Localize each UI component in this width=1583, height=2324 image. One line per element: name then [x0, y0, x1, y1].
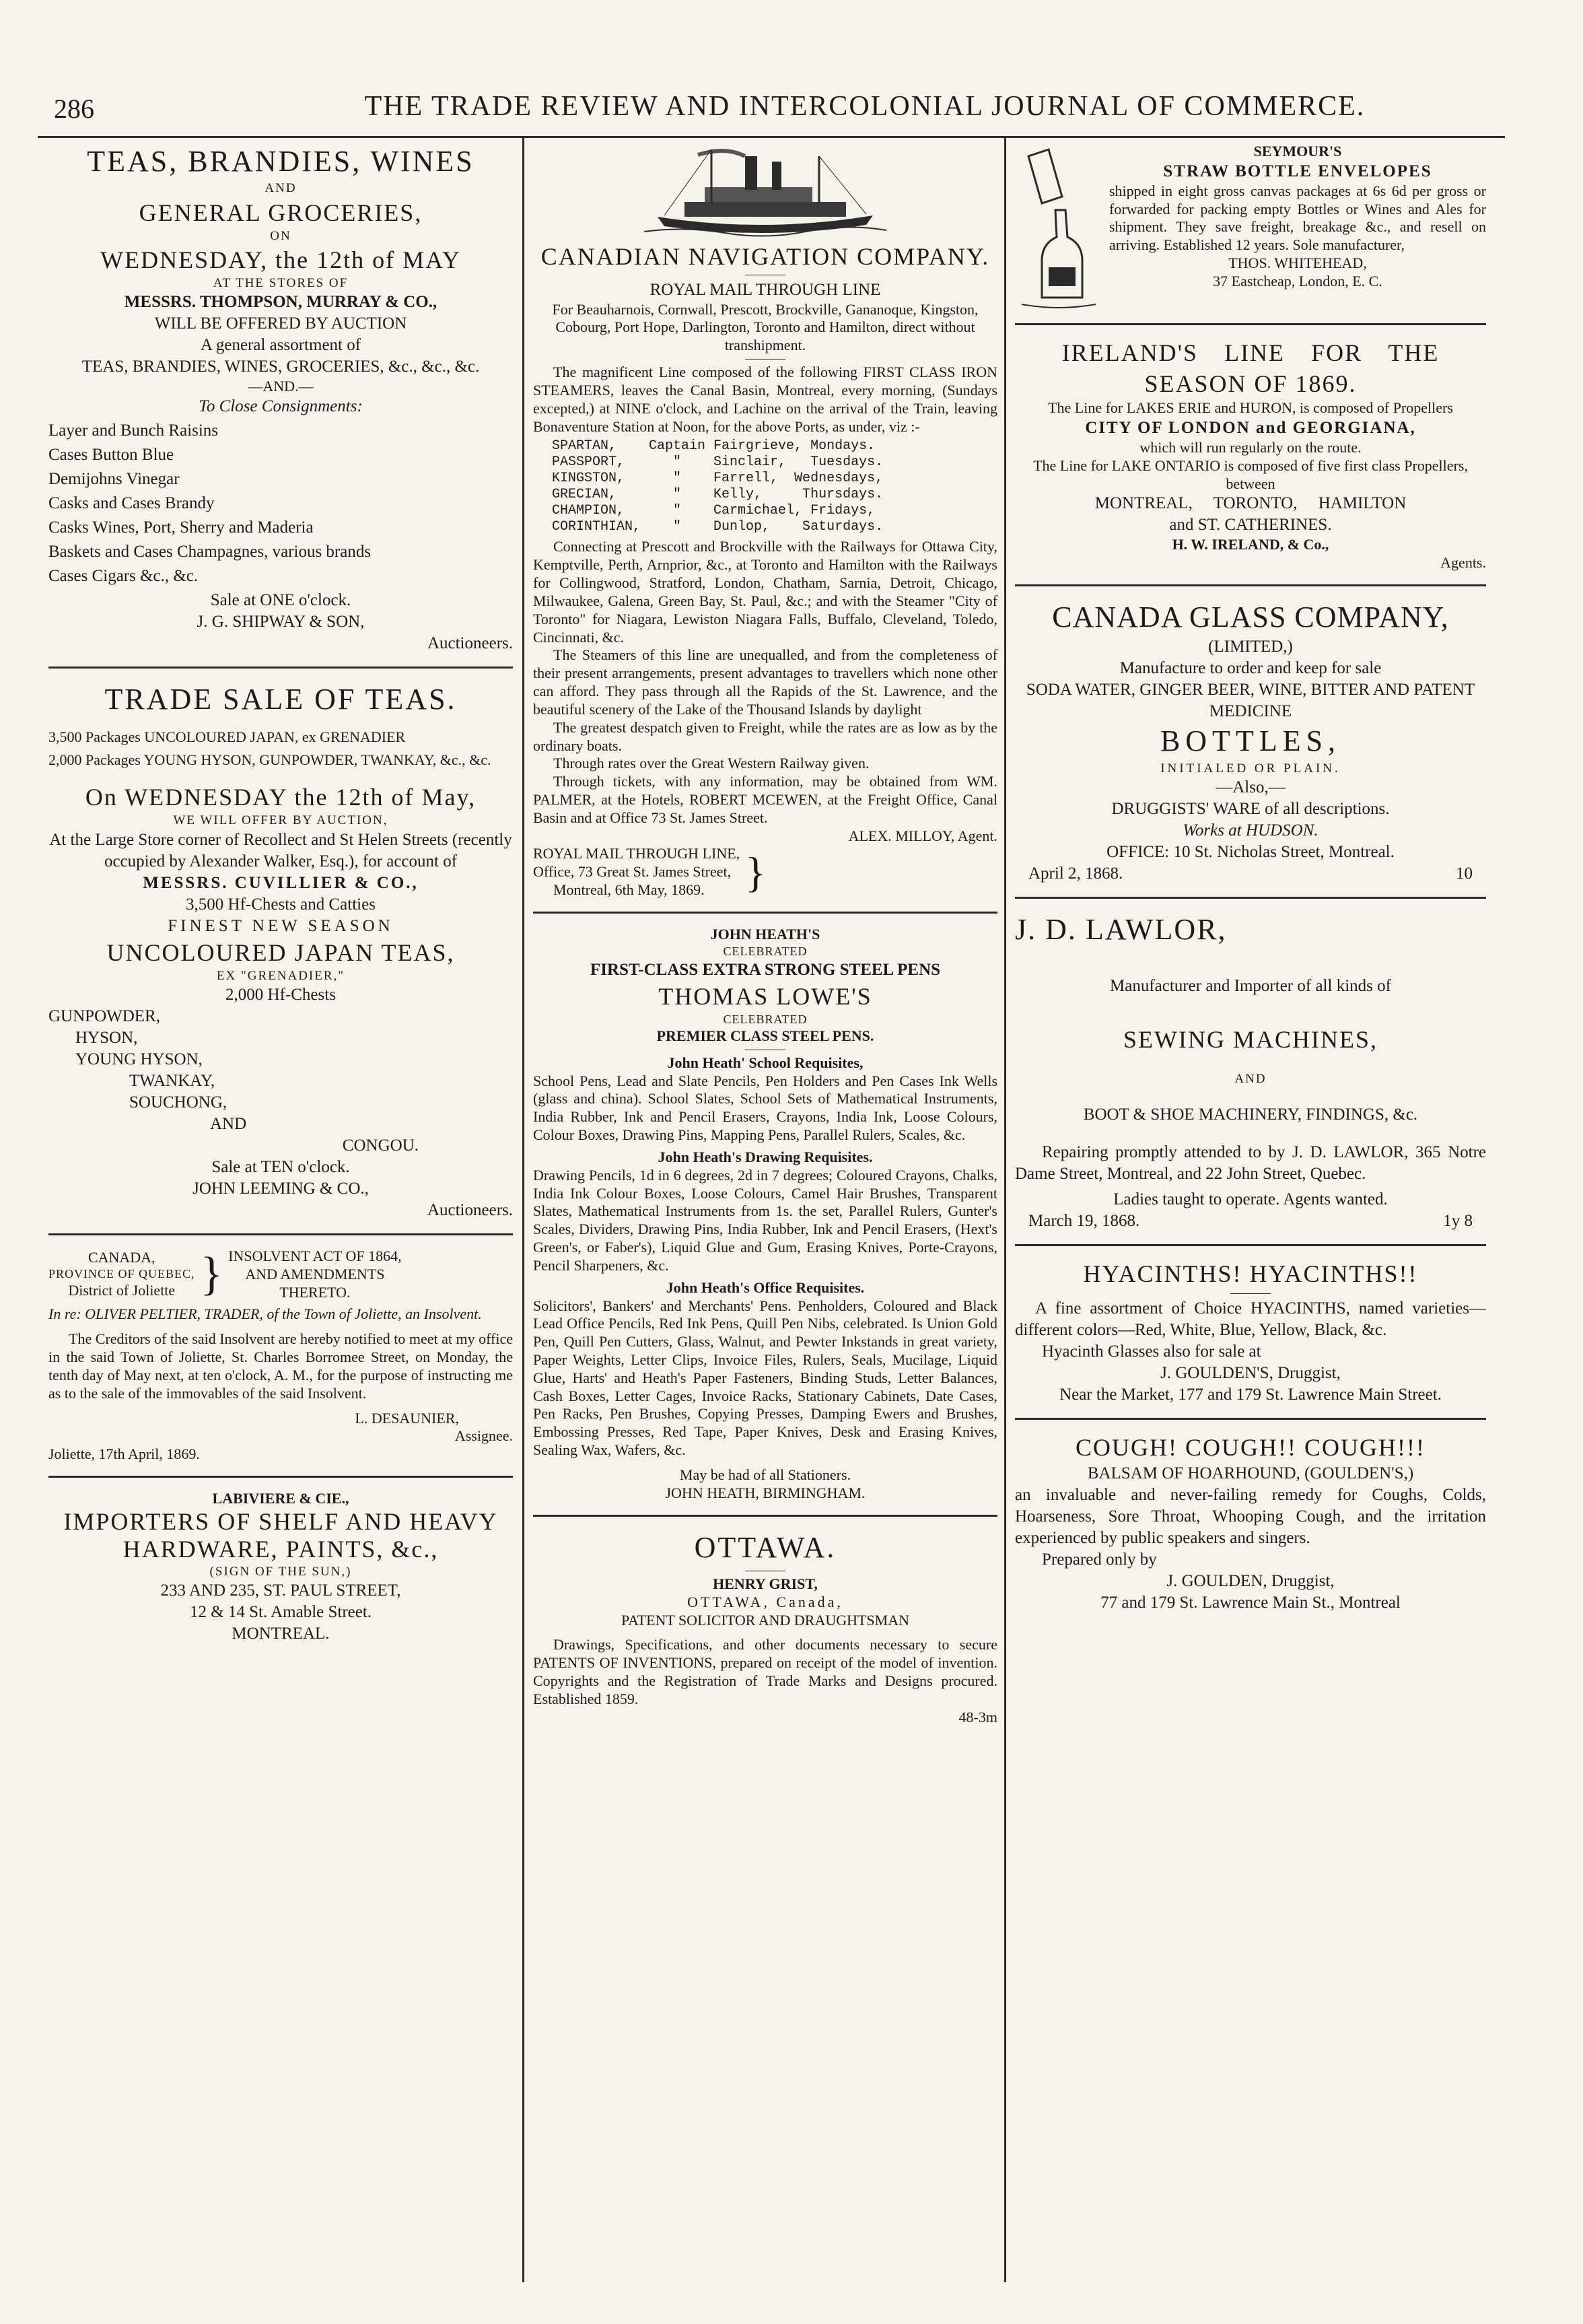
ad-date: April 2, 1868.	[1028, 864, 1123, 883]
ad-text: May be had of all Stationers.	[679, 1466, 851, 1483]
list-item: Demijohns Vinegar	[48, 470, 180, 489]
ad-text: Repairing promptly attended to by J. D. LAWLOR, 365 Notre Dame Street, Montreal, and 22 John Street, Quebec.	[1015, 1142, 1486, 1183]
notice-act	[228, 1248, 402, 1301]
ad-text: Sale at TEN o'clock.	[211, 1157, 350, 1176]
ad-text: A general assortment of	[200, 336, 361, 355]
signature: J. GOULDEN, Druggist,	[1166, 1571, 1335, 1590]
canada-glass-ad	[1015, 599, 1486, 885]
seymour-ad	[1015, 143, 1486, 311]
ad-text: Connecting at Prescott and Brockville with the Railways for Ottawa City, Kemptville, Perth, Arnprior, &c., at Toronto and Hamilton with the Railways for Collingwood, Stratford, London, Chatham, Sarnia, Detroit, Chicago, Milwaukee, Galena, Green Bay, St. Paul, &c.; and with the Steamer "City of Toronto" for Niagara, Lewiston Niagara Falls, Buffalo, Cleveland, Toledo, Cincinnati, &c.	[533, 538, 997, 646]
ad-text: District of Joliette	[68, 1282, 176, 1299]
teas-auction-ad	[48, 143, 513, 654]
brace-glyph: }	[200, 1248, 223, 1301]
ad-separator	[48, 1233, 513, 1235]
short-rule	[745, 359, 785, 360]
labiviere-ad	[48, 1490, 513, 1645]
signature-role: Auctioneers.	[427, 634, 513, 653]
schedule-row: SPARTAN, Captain Fairgrieve, Mondays.	[552, 438, 876, 454]
ad-subheading: PATENT SOLICITOR AND DRAUGHTSMAN	[621, 1611, 910, 1629]
ad-text: an invaluable and never-failing remedy for Coughs, Colds, Hoarseness, Sore Throat, Whooping Cough, and the irritation experienced by public speakers and singers.	[1015, 1485, 1486, 1547]
signature: H. W. IRELAND, & Co.,	[1172, 536, 1329, 553]
ad-text: School Pens, Lead and Slate Pencils, Pen Holders and Pen Cases Ink Wells (glass and china). School Slates, School Sets of Mathematical Instruments, India Rubber, Ink and Pencil Erasers, Crayons, India Ink, Loose Colours, Colour Boxes, Drawing Pins, Mapping Pens, Parallel Rulers, Scales, &c.	[533, 1072, 997, 1144]
signature: THOS. WHITEHEAD,	[1228, 254, 1367, 272]
ad-text: TEAS, BRANDIES, WINES, GROCERIES, &c., &c., &c.	[81, 357, 480, 376]
ad-text: To Close Consignments:	[199, 397, 363, 416]
ad-separator	[1015, 323, 1486, 325]
ad-text: OFFICE: 10 St. Nicholas Street, Montreal.	[1106, 843, 1395, 862]
ad-code: 1y 8	[1443, 1211, 1473, 1230]
ad-text: AND	[265, 181, 297, 196]
schedule-row: CHAMPION, " Carmichael, Fridays,	[552, 503, 876, 519]
ireland-line-ad	[1015, 337, 1486, 572]
ad-text: Manufacturer and Importer of all kinds of	[1110, 977, 1391, 996]
ad-text: ON	[270, 228, 291, 243]
ad-separator	[48, 667, 513, 669]
bottle-illustration	[1015, 143, 1102, 311]
ad-text: CELEBRATED	[723, 944, 808, 958]
signature-role: Assignee.	[454, 1427, 513, 1445]
ad-text: WILL BE OFFERED BY AUCTION	[154, 314, 407, 333]
ad-text: —Also,—	[1216, 778, 1286, 797]
ottawa-ad	[533, 1529, 997, 1727]
section-heading: John Heath's Office Requisites.	[666, 1278, 865, 1296]
ad-text: INSOLVENT ACT OF 1864,	[228, 1247, 402, 1264]
ad-text: Solicitors', Bankers' and Merchants' Pens. Penholders, Coloured and Black Lead Office Pencils, Red Ink Pens, Quill Pen Nibs, celebrated. Is Union Gold Pen, Quill Pen Cutters, Glass, Walnut, and Pewter Inkstands in great variety, Paper Weights, Letter Clips, Invoice Files, Rulers, Seals, Mucilage, Liquid Glue, Harts' and Heath's Paper Fasteners, Binding Studs, Letter Balances, Cash Boxes, Letter Cages, Invoice Racks, Stationary Cabinets, Date Cases, Pen Racks, Pen Brushes, Copying Presses, Damping Ewers and Brushes, Embossing Presses, Red Tape, Paper Knives, Desk and Erasing Knives, Sealing Wax, Wafers, &c.	[533, 1297, 997, 1459]
schedule-row: KINGSTON, " Farrell, Wednesdays,	[552, 471, 884, 487]
column-rule-2	[1004, 138, 1006, 2282]
ad-text: which will run regularly on the route.	[1139, 438, 1362, 456]
ad-text: WE WILL OFFER BY AUCTION,	[173, 813, 388, 828]
ad-subheading: ROYAL MAIL THROUGH LINE	[649, 280, 881, 299]
list-item: Casks Wines, Port, Sherry and Maderia	[48, 518, 314, 537]
ad-text: CELEBRATED	[723, 1012, 808, 1026]
ad-subheading: BALSAM OF HOARHOUND, (GOULDEN'S,)	[1087, 1464, 1414, 1482]
journal-title: THE TRADE REVIEW AND INTERCOLONIAL JOURNAL OF COMMERCE.	[364, 91, 1366, 122]
firm-name: MESSRS. THOMPSON, MURRAY & CO.,	[124, 293, 437, 312]
signature: JOHN HEATH, BIRMINGHAM.	[665, 1484, 866, 1501]
ad-text: In re: OLIVER PELTIER, TRADER, of the Town of Joliette, an Insolvent.	[48, 1305, 482, 1323]
hyacinths-ad	[1015, 1258, 1486, 1406]
ad-text: Hyacinth Glasses also for sale at	[1042, 1342, 1261, 1361]
ad-text: 12 & 14 St. Amable Street.	[189, 1603, 372, 1622]
ad-separator	[1015, 584, 1486, 586]
ad-date: On WEDNESDAY the 12th of May,	[85, 784, 477, 811]
signature: J. G. SHIPWAY & SON,	[197, 613, 365, 631]
ad-text: Manufacture to order and keep for sale	[1119, 659, 1382, 678]
ad-text: OTTAWA, Canada,	[687, 1593, 843, 1610]
ad-text: EX "GRENADIER,"	[216, 968, 345, 983]
ad-text: —AND.—	[248, 378, 314, 395]
ad-text: 2,000 Packages YOUNG HYSON, GUNPOWDER, TWANKAY, &c., &c.	[48, 751, 491, 769]
ad-heading: THOMAS LOWE'S	[658, 982, 872, 1010]
cough-ad	[1015, 1432, 1486, 1614]
ad-text: 3,500 Packages UNCOLOURED JAPAN, ex GRENADIER	[48, 728, 406, 745]
ad-text: 233 AND 235, ST. PAUL STREET,	[160, 1581, 401, 1600]
ad-text: Through rates over the Great Western Railway given.	[553, 755, 870, 772]
ad-heading: HYACINTHS! HYACINTHS!!	[1083, 1260, 1418, 1287]
ad-heading: TRADE SALE OF TEAS.	[104, 683, 457, 716]
ad-text: Through tickets, with any information, may be obtained from WM. PALMER, at the Hotels, ROBERT MCEWEN, at the Freight Office, Canal Basin and at Office 73 St. James Street.	[533, 773, 997, 826]
notice-body: The Creditors of the said Insolvent are hereby notified to meet at my office in the said Town of Joliette, St. Charles Borromee Street, on Monday, the tenth day of May next, at ten o'clock, A. M., for the purpose of instructing me as to the sale of the immovables of the said Insolvent.	[48, 1330, 513, 1402]
ad-text: Ladies taught to operate. Agents wanted.	[1113, 1190, 1388, 1208]
goods-list	[48, 420, 513, 587]
list-item: CONGOU.	[342, 1136, 419, 1155]
date-line	[1015, 1210, 1486, 1232]
ad-heading: SEWING MACHINES,	[1123, 1026, 1378, 1054]
list-item: Baskets and Cases Champagnes, various brands	[48, 543, 372, 561]
office-lines	[533, 845, 740, 899]
ad-heading: GENERAL GROCERIES,	[139, 199, 423, 226]
ad-text: shipped in eight gross canvas packages at 6s 6d per gross or forwarded for packing empty Bottles or Wines and Ales for shipment. They save freight, breakage &c., and resell on arriving. Established 12 years. Sole manufacturer,	[1109, 182, 1486, 254]
trade-sale-ad	[48, 681, 513, 1221]
ad-text: A fine assortment of Choice HYACINTHS, named varieties—different colors—Red, White, Blue, Yellow, Black, &c.	[1015, 1299, 1486, 1339]
ad-separator	[1015, 1418, 1486, 1420]
ad-heading: OTTAWA.	[694, 1530, 837, 1564]
ad-date: March 19, 1868.	[1028, 1211, 1140, 1230]
ad-text: At the Large Store corner of Recollect and St Helen Streets (recently occupied by Alexander Walker, Esq.), for account of	[49, 830, 512, 870]
notice-jurisdiction	[48, 1249, 195, 1300]
ad-text: CANADA,	[87, 1249, 155, 1266]
ad-heading: STRAW BOTTLE ENVELOPES	[1163, 162, 1432, 180]
list-item: HYSON,	[75, 1028, 138, 1047]
ad-code: 10	[1456, 864, 1473, 883]
date-line	[1015, 863, 1486, 885]
header-rule	[38, 136, 1505, 138]
ad-text: Works at HUDSON.	[1183, 821, 1318, 840]
ad-separator	[48, 1476, 513, 1478]
ad-text: 3,500 Hf-Chests and Catties	[186, 895, 376, 914]
ad-heading: COUGH! COUGH!! COUGH!!!	[1076, 1433, 1426, 1461]
ad-text: Office, 73 Great St. James Street,	[533, 863, 732, 881]
list-item: AND	[210, 1114, 247, 1133]
firm-name: LABIVIERE & CIE.,	[212, 1490, 349, 1507]
firm-name: JOHN HEATH'S	[710, 925, 820, 943]
ad-text: MONTREAL.	[232, 1625, 330, 1643]
steamship-illustration	[644, 143, 886, 244]
lawlor-ad	[1015, 911, 1486, 1232]
ad-text: AND	[1234, 1072, 1267, 1087]
ad-text: SODA WATER, GINGER BEER, WINE, BITTER AND PATENT MEDICINE	[1026, 681, 1475, 721]
ad-text: The Line for LAKE ONTARIO is composed of five first class Propellers, between	[1033, 456, 1468, 492]
ad-text: For Beauharnois, Cornwall, Prescott, Brockville, Gananoque, Kingston, Cobourg, Port Hope, Darlington, Toronto and Hamilton, direct without transhipment.	[552, 300, 979, 354]
ad-text: ROYAL MAIL THROUGH LINE,	[533, 845, 740, 862]
ad-text: (LIMITED,)	[1208, 638, 1293, 656]
ad-text: 37 Eastcheap, London, E. C.	[1213, 272, 1382, 289]
ad-heading: UNCOLOURED JAPAN TEAS,	[106, 938, 455, 966]
ad-text: The Line for LAKES ERIE and HURON, is composed of Propellers	[1048, 399, 1453, 417]
ad-separator	[1015, 897, 1486, 899]
column-3	[1015, 143, 1486, 2284]
list-item: Cases Button Blue	[48, 446, 174, 465]
ad-heading: BOTTLES,	[1160, 724, 1341, 758]
section-heading: John Heath's Drawing Requisites.	[658, 1148, 873, 1165]
ad-text: Drawings, Specifications, and other documents necessary to secure PATENTS OF INVENTIONS, prepared on receipt of the model of invention. Copyrights and the Registration of Trade Marks and Designs procured. Established 1859.	[533, 1636, 997, 1707]
brace-glyph: }	[745, 848, 766, 896]
list-item: YOUNG HYSON,	[75, 1050, 203, 1068]
ad-separator	[1015, 1244, 1486, 1246]
ad-date: Joliette, 17th April, 1869.	[48, 1445, 200, 1463]
schedule-row: PASSPORT, " Sinclair, Tuesdays.	[552, 454, 884, 471]
short-rule	[1230, 1293, 1271, 1294]
notice-header	[48, 1248, 513, 1301]
ad-text: (SIGN OF THE SUN,)	[209, 1564, 352, 1579]
ad-text: INITIALED OR PLAIN.	[1160, 761, 1341, 776]
insolvent-notice	[48, 1248, 513, 1464]
ad-heading: J. D. LAWLOR,	[1015, 913, 1227, 947]
ad-text: Near the Market, 177 and 179 St. Lawrence Main Street.	[1059, 1385, 1442, 1404]
ad-heading: PREMIER CLASS STEEL PENS.	[656, 1027, 874, 1044]
ad-date: WEDNESDAY, the 12th of MAY	[100, 246, 461, 274]
seymour-text	[1109, 143, 1486, 291]
ad-heading: SEASON OF 1869.	[1144, 370, 1357, 398]
ad-text: FINEST NEW SEASON	[168, 916, 394, 935]
ad-text: MONTREAL, TORONTO, HAMILTON	[1094, 494, 1407, 513]
ad-text: and ST. CATHERINES.	[1169, 516, 1332, 535]
list-item: Layer and Bunch Raisins	[48, 421, 219, 440]
firm-name: MESSRS. CUVILLIER & CO.,	[143, 873, 419, 892]
column-rule-1	[522, 138, 524, 2282]
ad-text: THERETO.	[279, 1283, 351, 1301]
signature: JOHN LEEMING & CO.,	[192, 1179, 369, 1198]
firm-name: SEYMOUR'S	[1253, 143, 1342, 160]
list-item: TWANKAY,	[129, 1071, 215, 1090]
ad-separator	[533, 1515, 997, 1517]
ad-text: Sale at ONE o'clock.	[210, 591, 351, 610]
signature: ALEX. MILLOY, Agent.	[848, 827, 997, 844]
ad-text: 2,000 Hf-Chests	[225, 985, 336, 1004]
running-header	[54, 86, 1501, 132]
ad-heading: FIRST-CLASS EXTRA STRONG STEEL PENS	[590, 960, 941, 979]
steamer-schedule	[552, 438, 997, 535]
schedule-row: CORINTHIAN, " Dunlop, Saturdays.	[552, 519, 884, 535]
ad-text: The magnificent Line composed of the following FIRST CLASS IRON STEAMERS, leaves the Canal Basin, Montreal, every morning, (Sundays excepted,) at NINE o'clock, and Lachine on the arrival of the Train, leaving Bonaventure Station at Noon, for the above Ports, as under, viz :-	[533, 364, 997, 435]
column-1	[48, 143, 513, 2284]
ad-text: DRUGGISTS' WARE of all descriptions.	[1111, 800, 1390, 819]
ad-text: AND AMENDMENTS	[245, 1265, 385, 1283]
signature-role: Auctioneers.	[427, 1200, 513, 1219]
ad-heading: TEAS, BRANDIES, WINES	[87, 145, 474, 178]
ad-text: Prepared only by	[1042, 1550, 1157, 1569]
ad-text: The greatest despatch given to Freight, while the rates are as low as by the ordinary boats.	[533, 718, 997, 754]
ad-text: PROVINCE OF QUEBEC,	[48, 1267, 195, 1281]
signature: L. DESAUNIER,	[355, 1409, 459, 1427]
ad-text: AT THE STORES OF	[213, 276, 349, 291]
ad-date: Montreal, 6th May, 1869.	[553, 881, 705, 899]
ad-text: 77 and 179 St. Lawrence Main St., Montreal	[1100, 1593, 1401, 1612]
office-block	[533, 845, 997, 899]
ad-code: 48-3m	[958, 1708, 997, 1725]
ad-text: The Steamers of this line are unequalled, and from the completeness of their present arrangements, present advantages to travellers which none other can afford. They pass through all the Rapids of the St. Lawrence, and the beautiful scenery of the Lake of the Thousand Islands by daylight	[533, 646, 997, 718]
ad-separator	[533, 912, 997, 914]
canadian-navigation-ad	[533, 143, 997, 899]
list-item: Cases Cigars &c., &c.	[48, 567, 199, 586]
ad-heading: IMPORTERS OF SHELF AND HEAVY HARDWARE, PAINTS, &c.,	[63, 1507, 498, 1563]
ship-names: CITY OF LONDON and GEORGIANA,	[1085, 418, 1416, 437]
list-item: GUNPOWDER,	[48, 1006, 160, 1025]
list-item: Casks and Cases Brandy	[48, 494, 215, 513]
schedule-row: GRECIAN, " Kelly, Thursdays.	[552, 487, 884, 503]
signature-role: Agents.	[1440, 554, 1486, 572]
ad-text: Drawing Pencils, 1d in 6 degrees, 2d in 7 degrees; Coloured Crayons, Chalks, India Ink Colour Boxes, Loose Colours, Camel Hair Brushes, Transparent Slates, Mathematical Instruments from 1s. the set, Parallel Rulers, Gunter's Scales, Dividers, Drawing Pins, India Rubber, Ink and Pencil Erasers, (Hext's Green's, or Faber's), Liquid Glue and Gum, Erasing Knives, Porte-Crayons, Pencil Sharpeners, &c.	[533, 1166, 997, 1274]
ad-text: BOOT & SHOE MACHINERY, FINDINGS, &c.	[1083, 1105, 1418, 1124]
list-item: SOUCHONG,	[129, 1093, 227, 1112]
ad-heading: IRELAND'S LINE FOR THE	[1061, 339, 1440, 366]
john-heath-ad	[533, 926, 997, 1503]
section-heading: John Heath' School Requisites,	[667, 1054, 864, 1071]
ad-heading: CANADIAN NAVIGATION COMPANY.	[540, 243, 990, 270]
firm-name: HENRY GRIST,	[713, 1575, 818, 1592]
page-number: 286	[54, 94, 94, 124]
signature: J. GOULDEN'S, Druggist,	[1160, 1363, 1341, 1382]
column-2	[533, 143, 997, 2284]
ad-heading: CANADA GLASS COMPANY,	[1052, 601, 1449, 634]
